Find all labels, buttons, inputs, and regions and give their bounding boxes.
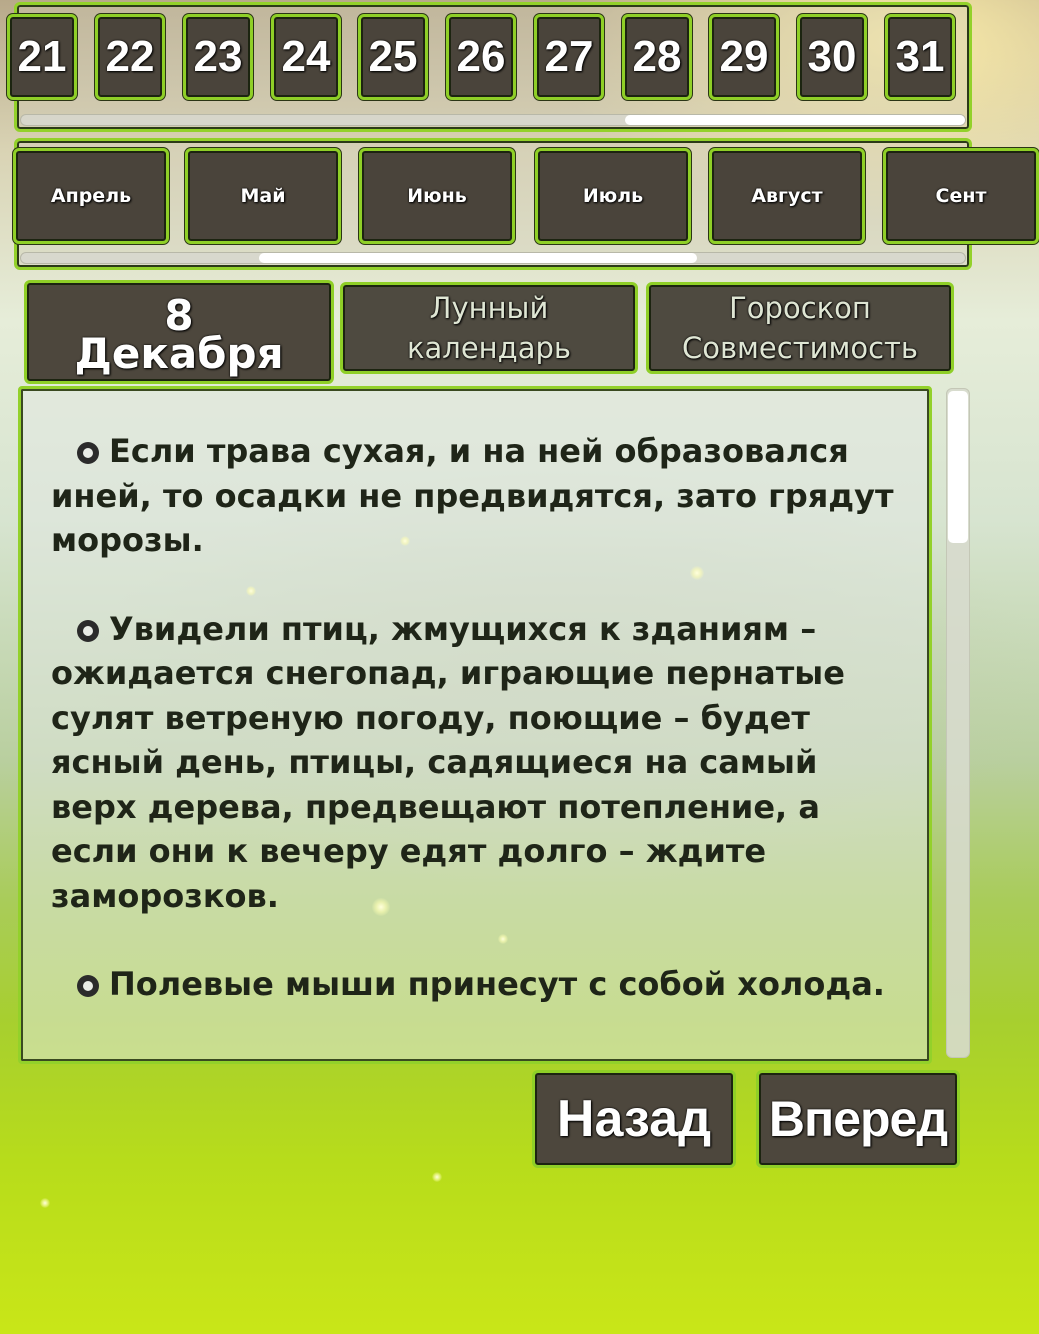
content-scrollbar[interactable] xyxy=(946,388,970,1058)
sign-paragraph xyxy=(51,962,911,1007)
sign-paragraph xyxy=(51,607,911,919)
day-scrollbar-thumb[interactable] xyxy=(625,115,965,125)
tab-horoscope-compatibility[interactable] xyxy=(646,282,954,374)
day-28[interactable]: 28 xyxy=(622,14,692,100)
content-scrollbar-thumb[interactable] xyxy=(948,391,968,543)
forward-button[interactable]: Вперед xyxy=(756,1070,960,1168)
back-button[interactable]: Назад xyxy=(532,1070,736,1168)
day-29[interactable]: 29 xyxy=(709,14,779,100)
month-strip[interactable] xyxy=(17,140,987,252)
sparkle-decoration xyxy=(432,1172,442,1182)
sparkle-decoration xyxy=(246,586,256,596)
day-scrollbar[interactable] xyxy=(20,114,966,126)
tab-lunar-line2: календарь xyxy=(407,331,571,365)
sign-text: Если трава сухая, и на ней образовался иней, то осадки не предвидятся, зато грядут морозы. xyxy=(51,432,894,559)
date-month: Декабря xyxy=(74,329,284,378)
day-22[interactable]: 22 xyxy=(95,14,165,100)
sparkle-decoration xyxy=(400,536,410,546)
month-april[interactable]: Апрель xyxy=(13,148,169,244)
signs-content[interactable] xyxy=(18,386,932,1064)
month-july[interactable]: Июль xyxy=(535,148,691,244)
sparkle-decoration xyxy=(498,934,508,944)
month-scrollbar-thumb[interactable] xyxy=(259,253,697,263)
tab-lunar-calendar[interactable] xyxy=(340,282,638,374)
sparkle-decoration xyxy=(690,566,704,580)
day-27[interactable]: 27 xyxy=(534,14,604,100)
signs-text xyxy=(51,429,911,1051)
day-26[interactable]: 26 xyxy=(446,14,516,100)
month-september[interactable]: Сент xyxy=(883,148,1039,244)
day-24[interactable]: 24 xyxy=(271,14,341,100)
sign-paragraph xyxy=(51,429,911,563)
month-scrollbar[interactable] xyxy=(20,252,966,264)
month-august[interactable]: Август xyxy=(709,148,865,244)
month-may[interactable]: Май xyxy=(185,148,341,244)
month-june[interactable]: Июнь xyxy=(359,148,515,244)
sign-text: Увидели птиц, жмущихся к зданиям – ожидается снегопад, играющие пернатые сулят ветреную погоду, поющие – будет ясный день, птицы, садящиеся на самый верх дерева, предвещают потепление, а если они к вечеру едят долго – ждите заморозков. xyxy=(51,609,845,915)
bullet-icon xyxy=(77,442,99,464)
tab-lunar-line1: Лунный xyxy=(429,291,549,325)
day-31[interactable]: 31 xyxy=(885,14,955,100)
tab-horoscope-line2: Совместимость xyxy=(681,331,919,365)
day-23[interactable]: 23 xyxy=(183,14,253,100)
sign-text: Полевые мыши принесут с собой холода. xyxy=(109,965,885,1003)
bullet-icon xyxy=(77,620,99,642)
date-day: 8 xyxy=(164,291,194,340)
day-strip[interactable] xyxy=(17,0,969,110)
sparkle-decoration xyxy=(40,1198,50,1208)
day-25[interactable]: 25 xyxy=(358,14,428,100)
day-30[interactable]: 30 xyxy=(797,14,867,100)
tab-horoscope-line1: Гороскоп xyxy=(729,291,871,325)
current-date xyxy=(24,280,334,384)
sparkle-decoration xyxy=(372,898,390,916)
bullet-icon xyxy=(77,975,99,997)
day-21[interactable]: 21 xyxy=(7,14,77,100)
